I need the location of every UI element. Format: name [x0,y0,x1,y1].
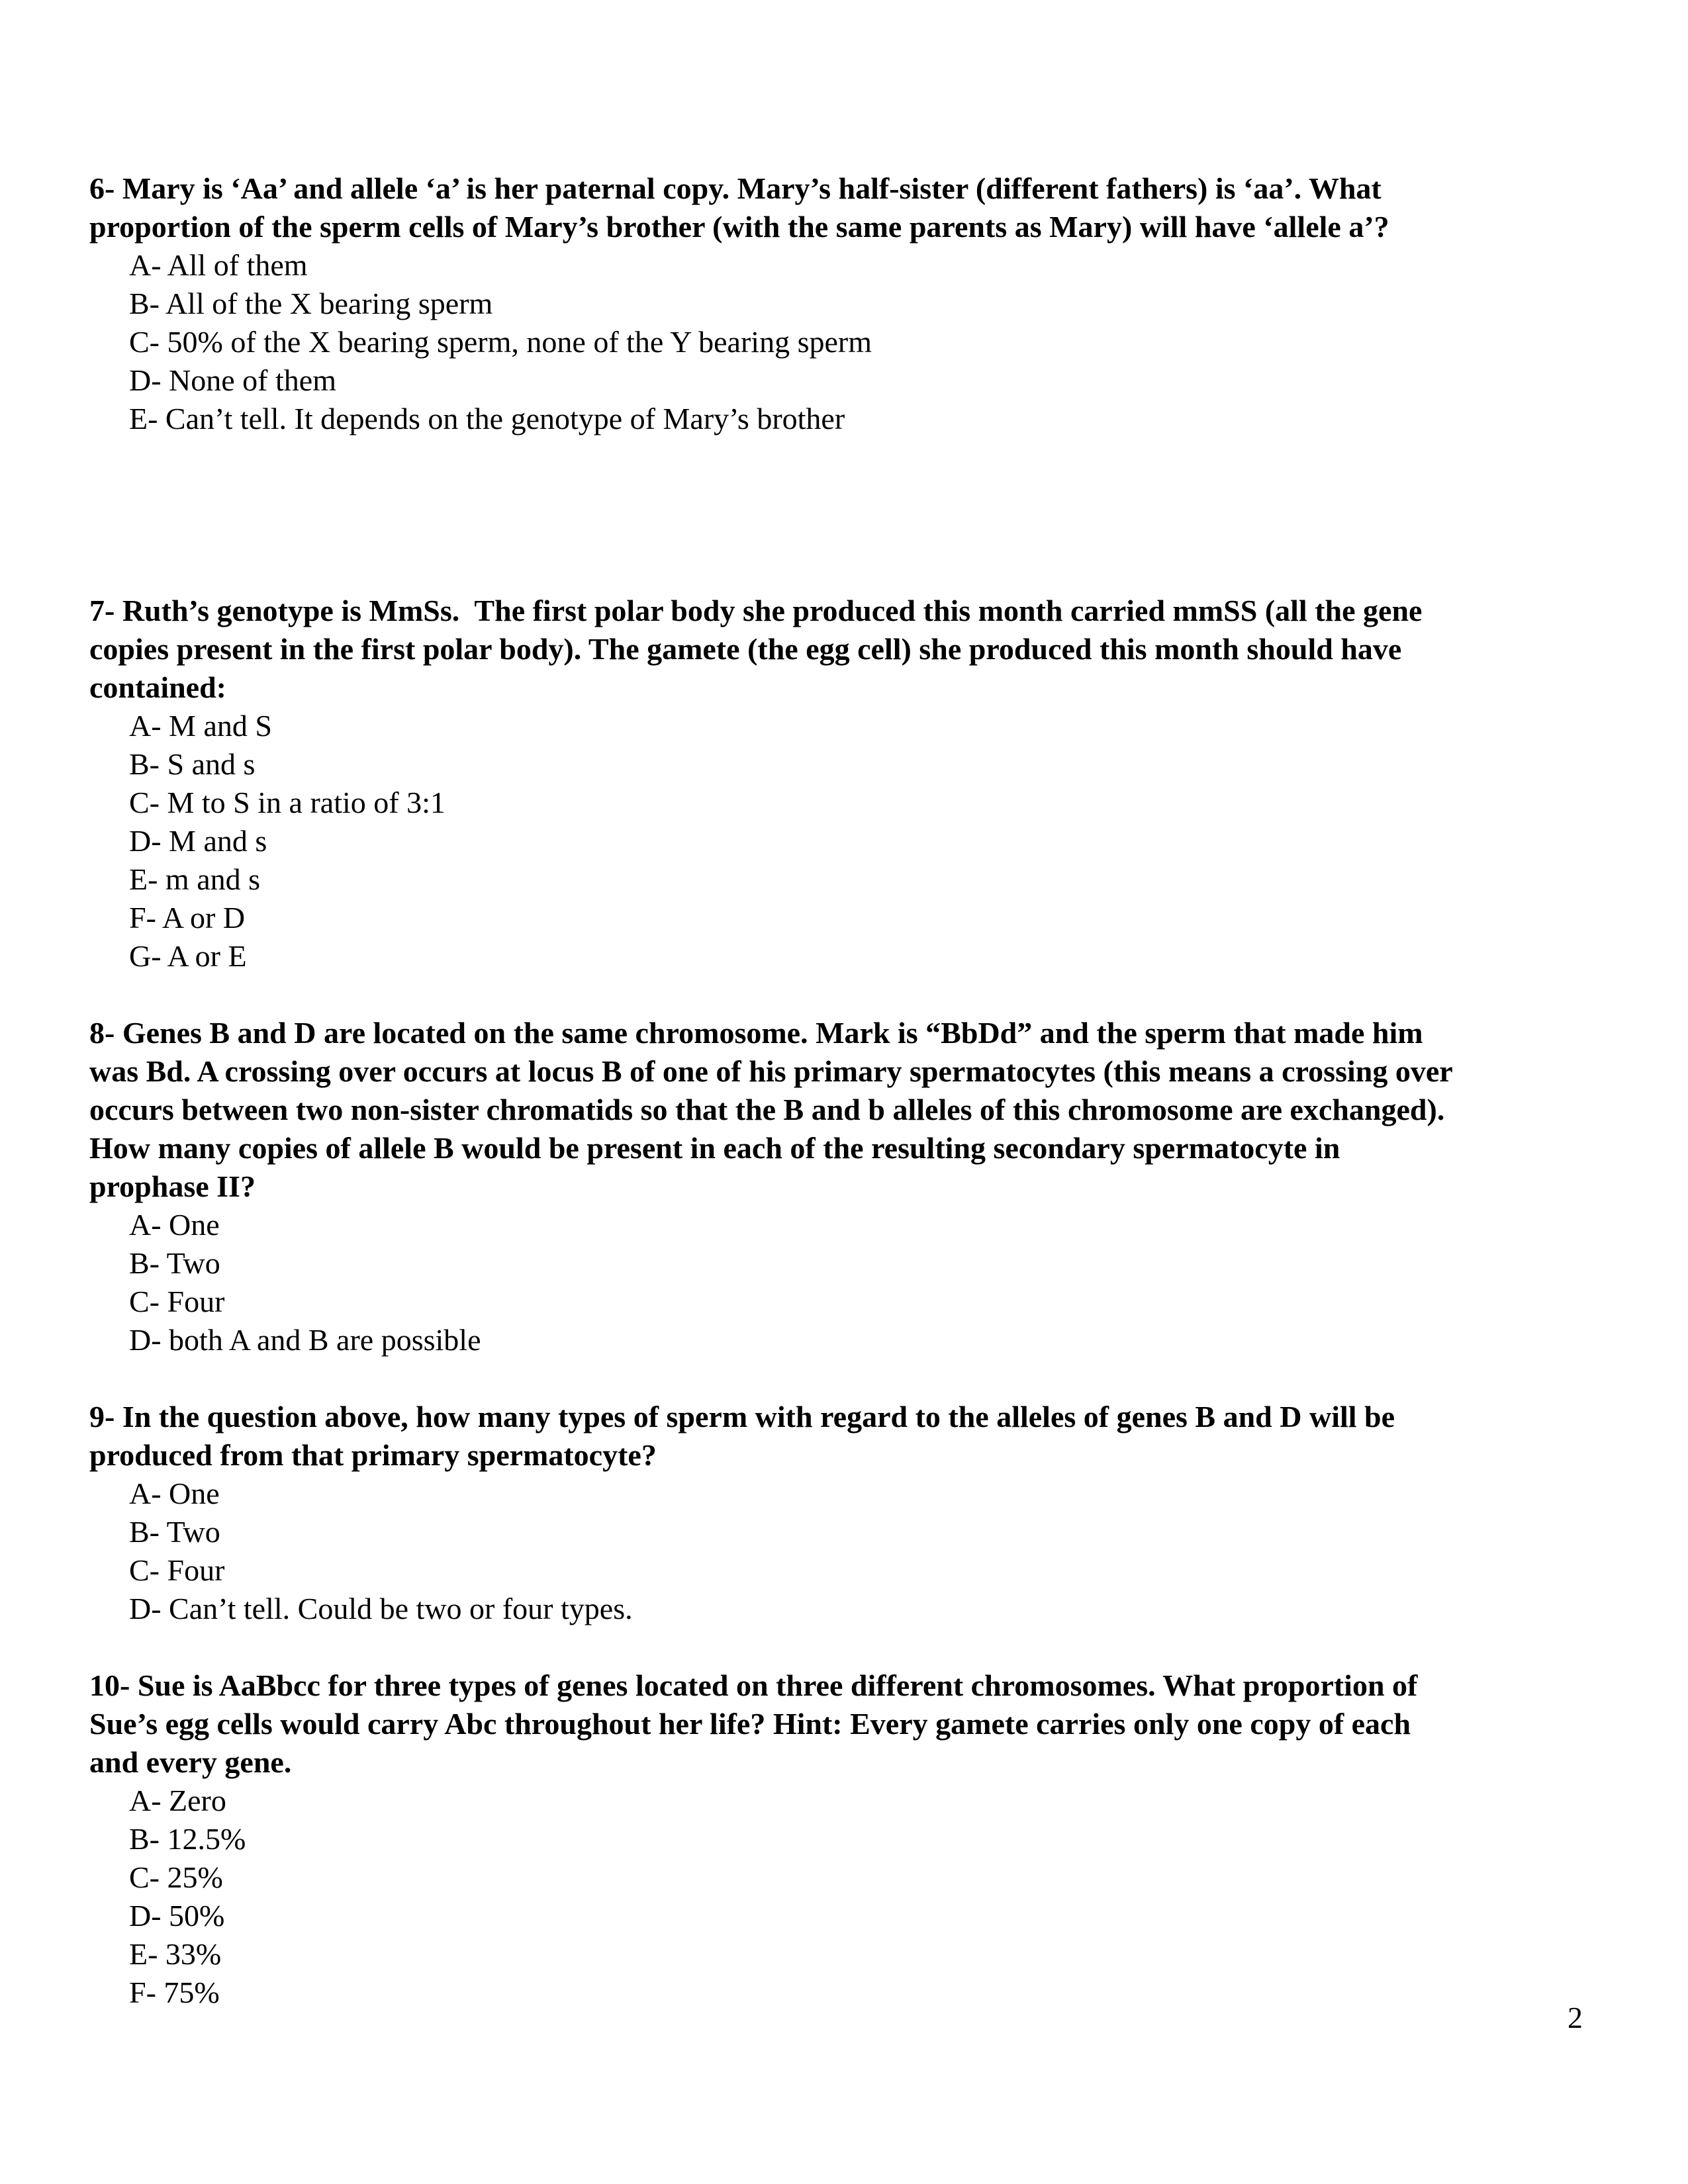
answer-option: B- All of the X bearing sperm [129,287,493,320]
answer-option: E- Can’t tell. It depends on the genotype of Mary’s brother [129,402,845,435]
question-8 [89,1014,1688,1359]
answer-option: F- 75% [129,1976,220,2009]
question-stem-line: was Bd. A crossing over occurs at locus B of one of his primary spermatocytes (this means a crossing over [89,1054,1453,1088]
answer-option: B- Two [129,1246,220,1280]
question-6 [89,169,1688,438]
answer-option: D- M and s [129,824,267,858]
answer-option: B- Two [129,1515,220,1549]
question-stem-line: produced from that primary spermatocyte? [89,1438,657,1472]
question-stem-line: 7- Ruth’s genotype is MmSs. The first polar body she produced this month carried mmSS (all the gene [89,594,1423,627]
answer-option: C- 50% of the X bearing sperm, none of the Y bearing sperm [129,325,872,359]
answer-option: E- m and s [129,862,261,896]
answer-option: G- A or E [129,939,247,973]
answer-option: D- both A and B are possible [129,1323,481,1357]
answer-option: A- One [129,1208,220,1242]
answer-option: A- M and S [129,709,272,743]
question-stem-line: Sue’s egg cells would carry Abc throughout her life? Hint: Every gamete carries only one copy of each [89,1707,1411,1741]
question-7 [89,592,1688,976]
answer-option: F- A or D [129,901,246,934]
answer-option: C- Four [129,1553,225,1587]
answer-option: B- 12.5% [129,1822,246,1856]
answer-option: C- M to S in a ratio of 3:1 [129,786,445,819]
answer-option: D- None of them [129,363,336,397]
question-stem-line: proportion of the sperm cells of Mary’s brother (with the same parents as Mary) will have ‘allele a’? [89,210,1389,244]
answer-option: B- S and s [129,747,256,781]
question-9 [89,1398,1688,1628]
question-stem-line: copies present in the first polar body). The gamete (the egg cell) she produced this month should have [89,632,1402,666]
question-stem-line: 10- Sue is AaBbcc for three types of genes located on three different chromosomes. What proportion of [89,1668,1418,1702]
page-number: 2 [1568,2001,1583,2034]
question-stem-line: contained: [89,670,226,704]
answer-option: D- Can’t tell. Could be two or four types. [129,1592,633,1625]
question-stem-line: How many copies of allele B would be present in each of the resulting secondary spermatocyte in [89,1131,1340,1165]
question-10 [89,1666,1688,2012]
answer-option: C- Four [129,1285,225,1318]
question-stem-line: prophase II? [89,1169,256,1203]
answer-option: D- 50% [129,1899,225,1933]
answer-option: A- All of them [129,248,308,282]
question-stem-line: 9- In the question above, how many types of sperm with regard to the alleles of genes B and D will be [89,1400,1395,1433]
question-stem-line: occurs between two non-sister chromatids so that the B and b alleles of this chromosome are exchanged). [89,1093,1445,1126]
answer-option: A- One [129,1477,220,1510]
question-stem-line: 6- Mary is ‘Aa’ and allele ‘a’ is her paternal copy. Mary’s half-sister (different fathers) is ‘aa’. What [89,171,1382,205]
question-stem-line: and every gene. [89,1745,292,1779]
answer-option: E- 33% [129,1937,222,1971]
question-stem-line: 8- Genes B and D are located on the same chromosome. Mark is “BbDd” and the sperm that made him [89,1016,1423,1050]
answer-option: A- Zero [129,1784,226,1817]
answer-option: C- 25% [129,1860,223,1894]
